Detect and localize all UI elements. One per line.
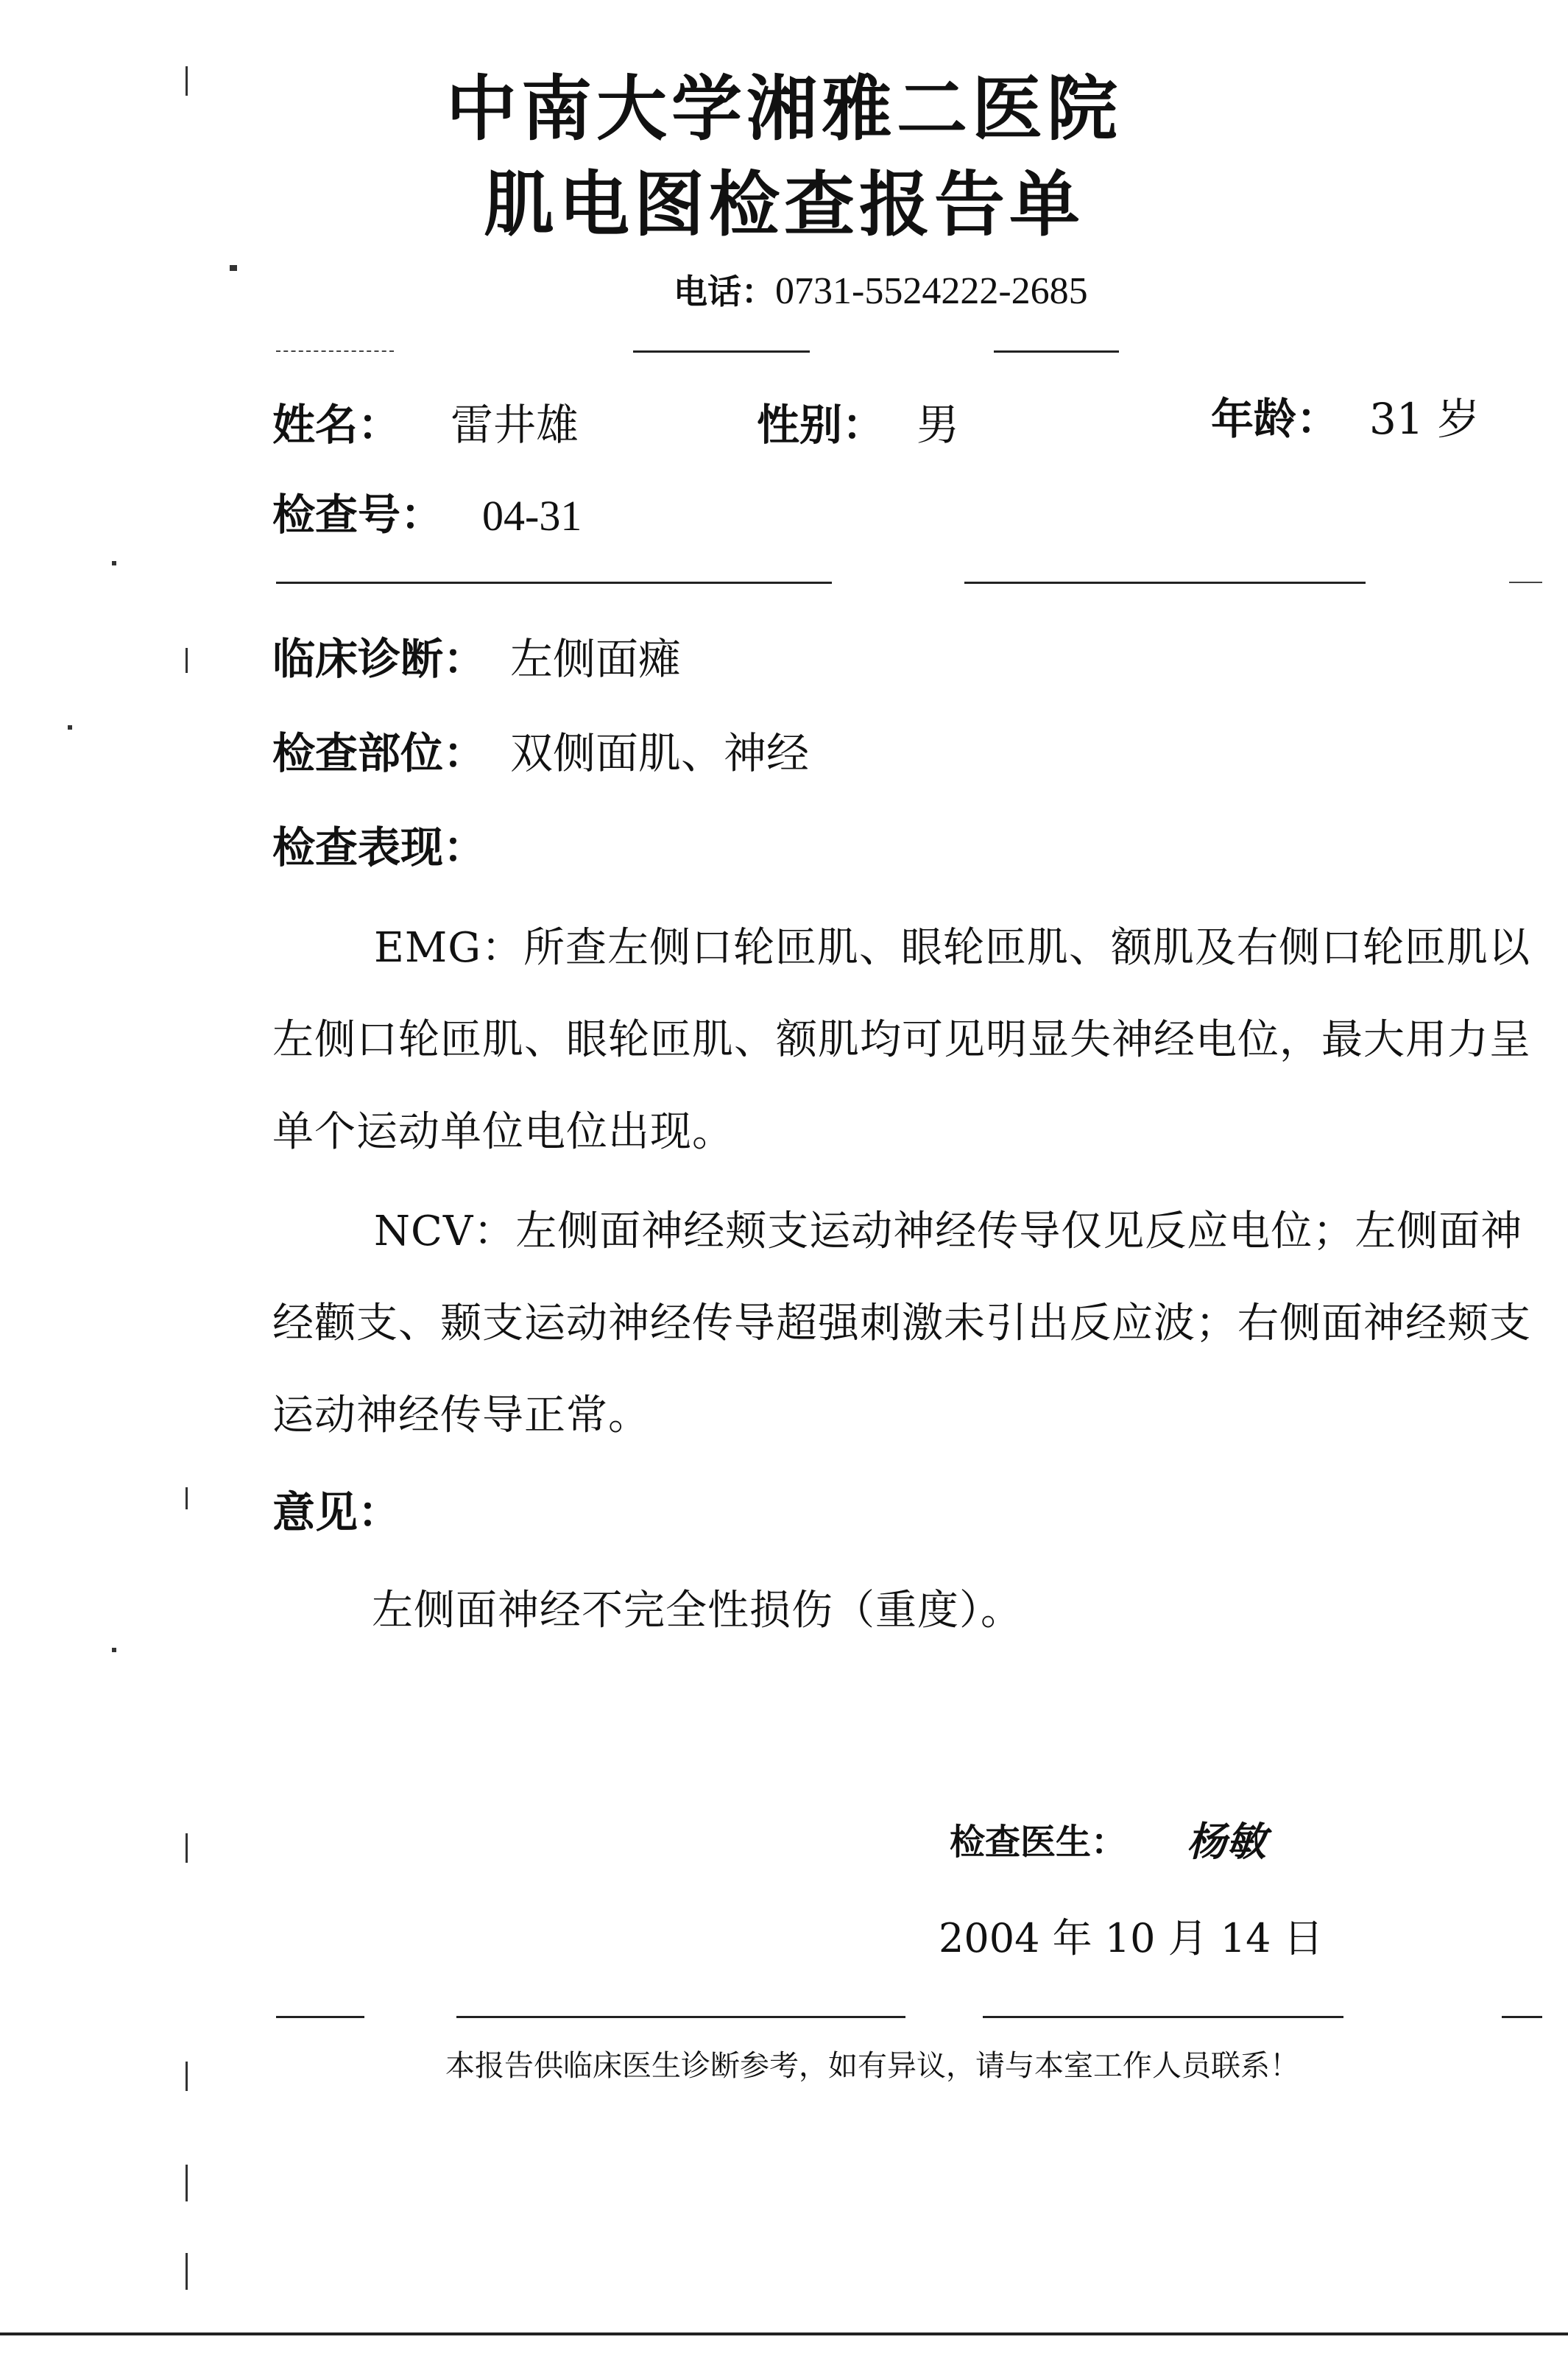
divider xyxy=(276,2016,364,2018)
bottom-border xyxy=(0,2332,1568,2335)
phone-label: 电话： xyxy=(674,272,775,311)
exam-site: 双侧面肌、神经 xyxy=(510,728,810,778)
age-label: 年龄： xyxy=(1211,394,1340,444)
sex-label: 性别： xyxy=(757,400,886,450)
scan-mark xyxy=(112,561,116,565)
clinical-diagnosis: 左侧面瘫 xyxy=(510,634,682,684)
divider xyxy=(276,582,832,584)
scan-mark xyxy=(186,2062,188,2091)
exam-no-label: 检查号： xyxy=(272,490,444,540)
divider xyxy=(1502,2016,1542,2018)
opinion-label: 意见： xyxy=(272,1487,401,1537)
report-title: 肌电图检查报告单 xyxy=(484,163,1084,246)
emg-findings-line: 单个运动单位电位出现。 xyxy=(272,1108,734,1156)
patient-age: 31 岁 xyxy=(1369,394,1480,444)
findings-label: 检查表现： xyxy=(272,822,487,872)
scan-mark xyxy=(68,725,72,730)
phone-line xyxy=(674,272,1088,311)
divider xyxy=(994,350,1119,353)
scan-mark xyxy=(186,648,188,673)
patient-name: 雷井雄 xyxy=(451,400,579,450)
name-label: 姓名： xyxy=(272,400,401,450)
doctor-signature: 杨敏 xyxy=(1187,1818,1266,1865)
scan-mark xyxy=(112,1648,116,1652)
divider xyxy=(1509,582,1542,583)
emg-findings-line: 左侧口轮匝肌、眼轮匝肌、额肌均可见明显失神经电位，最大用力呈 xyxy=(272,1016,1531,1064)
ncv-findings-line: 经颧支、颞支运动神经传导超强刺激未引出反应波；右侧面神经颊支 xyxy=(272,1300,1531,1347)
emg-findings-line: EMG：所查左侧口轮匝肌、眼轮匝肌、额肌及右侧口轮匝肌以 xyxy=(374,924,1530,972)
scan-mark xyxy=(186,2253,188,2290)
divider xyxy=(633,350,810,353)
diagnosis-label: 临床诊断： xyxy=(272,634,487,684)
report-date: 2004 年 10 月 14 日 xyxy=(939,1915,1324,1961)
divider xyxy=(276,350,394,352)
exam-number: 04-31 xyxy=(482,492,582,540)
ncv-findings-line: 运动神经传导正常。 xyxy=(272,1392,650,1439)
exam-site-label: 检查部位： xyxy=(272,728,487,778)
divider xyxy=(983,2016,1343,2018)
divider xyxy=(456,2016,905,2018)
divider xyxy=(964,582,1366,584)
footer-note: 本报告供临床医生诊断参考，如有异议，请与本室工作人员联系！ xyxy=(445,2049,1299,2083)
phone-number: 0731-5524222-2685 xyxy=(775,270,1088,312)
hospital-name: 中南大学湘雅二医院 xyxy=(446,67,1122,150)
scan-mark xyxy=(230,265,237,271)
scan-mark xyxy=(186,1833,188,1863)
patient-sex: 男 xyxy=(917,400,960,450)
scan-mark xyxy=(186,1487,188,1509)
scan-mark xyxy=(186,2165,188,2201)
opinion-text: 左侧面神经不完全性损伤（重度）。 xyxy=(372,1587,1023,1635)
ncv-findings-line: NCV：左侧面神经颊支运动神经传导仅见反应电位；左侧面神 xyxy=(374,1207,1523,1255)
doctor-label: 检查医生： xyxy=(950,1822,1127,1863)
